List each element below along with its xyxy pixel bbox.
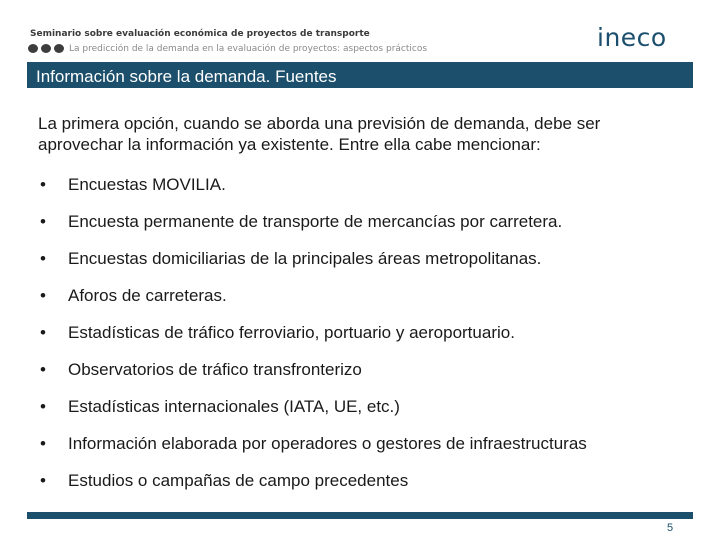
bullet-icon: •: [40, 360, 46, 379]
dot-icon: [54, 44, 64, 53]
list-item: [38, 322, 587, 359]
seminar-subtitle: La predicción de la demanda en la evaluación de proyectos: aspectos prácticos: [69, 44, 428, 54]
list-item-text: Información elaborada por operadores o gestores de infraestructuras: [68, 434, 587, 453]
bullet-icon: •: [40, 212, 46, 231]
list-item-text: Estadísticas internacionales (IATA, UE, etc.): [68, 397, 400, 416]
footer-divider: [27, 512, 693, 519]
sources-list: [38, 174, 587, 507]
bullet-icon: •: [40, 175, 46, 194]
list-item: [38, 285, 587, 322]
list-item: [38, 359, 587, 396]
bullet-icon: •: [40, 323, 46, 342]
list-item-text: Observatorios de tráfico transfronterizo: [68, 360, 362, 379]
list-item-text: Encuestas domiciliarias de la principales áreas metropolitanas.: [68, 249, 542, 268]
list-item-text: Encuestas MOVILIA.: [68, 175, 226, 194]
list-item: [38, 433, 587, 470]
bullet-icon: •: [40, 286, 46, 305]
header-dots-decoration: [28, 44, 64, 53]
seminar-title: Seminario sobre evaluación económica de proyectos de transporte: [30, 29, 370, 39]
list-item-text: Estadísticas de tráfico ferroviario, portuario y aeroportuario.: [68, 323, 515, 342]
list-item: [38, 470, 587, 507]
bullet-icon: •: [40, 434, 46, 453]
list-item: [38, 174, 587, 211]
list-item: [38, 396, 587, 433]
bullet-icon: •: [40, 471, 46, 490]
intro-paragraph: La primera opción, cuando se aborda una previsión de demanda, debe ser aprovechar la información ya existente. Entre ella cabe mencionar:: [38, 114, 601, 154]
dot-icon: [28, 44, 38, 53]
ineco-logo: ineco: [597, 23, 667, 52]
list-item-text: Encuesta permanente de transporte de mercancías por carretera.: [68, 212, 563, 231]
page-number: 5: [667, 522, 674, 534]
bullet-icon: •: [40, 397, 46, 416]
bullet-icon: •: [40, 249, 46, 268]
list-item: [38, 248, 587, 285]
list-item-text: Aforos de carreteras.: [68, 286, 227, 305]
title-bar: [27, 62, 693, 88]
dot-icon: [41, 44, 51, 53]
slide-title: Información sobre la demanda. Fuentes: [36, 67, 337, 86]
list-item: [38, 211, 587, 248]
list-item-text: Estudios o campañas de campo precedentes: [68, 471, 409, 490]
